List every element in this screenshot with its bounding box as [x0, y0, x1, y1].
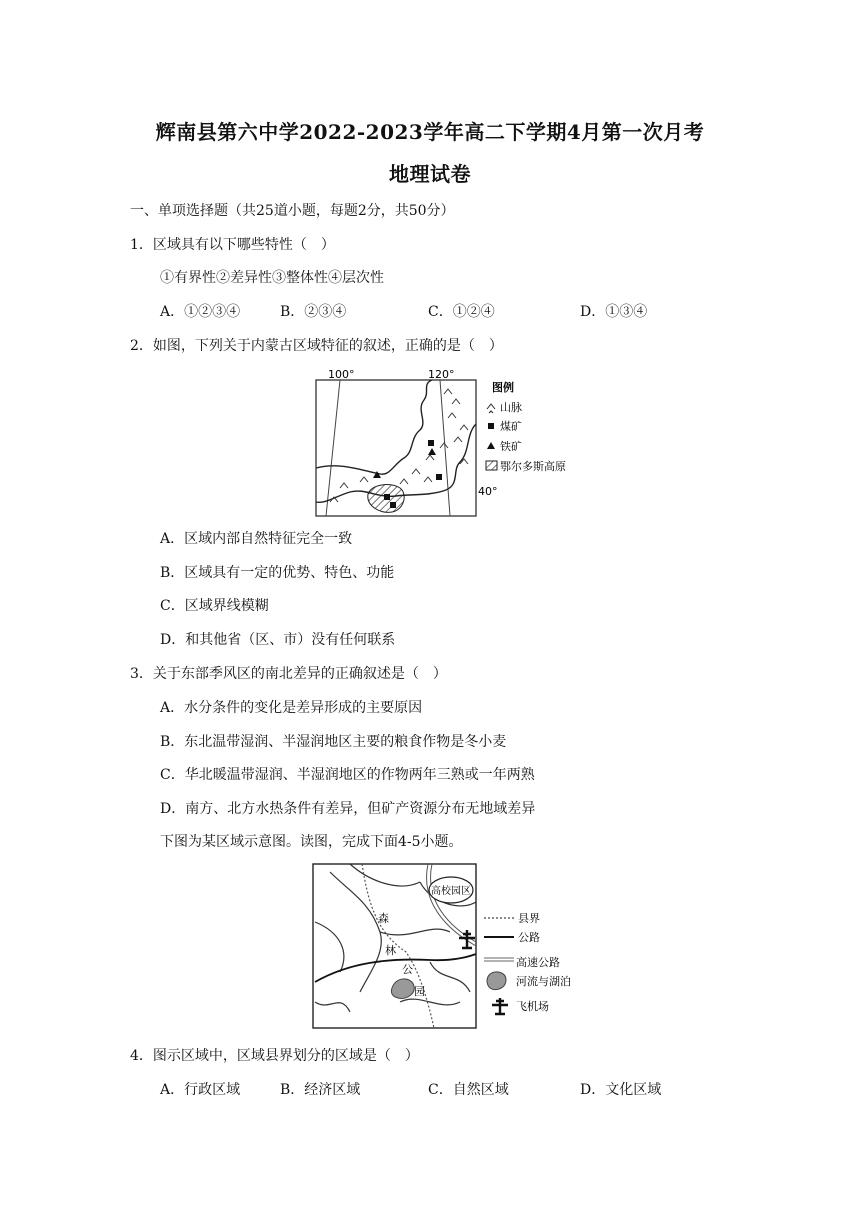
legend-iron: 铁矿 — [500, 440, 522, 453]
province-boundary — [316, 380, 476, 502]
iron-mine-marker — [428, 448, 436, 455]
q4-stem: 4．图示区域中，区域县界划分的区域是（ ） — [130, 1048, 419, 1064]
legend-water-icon — [487, 972, 506, 990]
legend-ordos: 鄂尔多斯高原 — [500, 460, 566, 473]
q3-option-a: A．水分条件的变化是差异形成的主要原因 — [160, 700, 423, 716]
q1-option-c: C．①②④ — [428, 304, 495, 320]
forest-park-char-2: 林 — [385, 944, 396, 957]
q2-option-b: B．区域具有一定的优势、特色、功能 — [160, 565, 395, 581]
q3-stem: 3．关于东部季风区的南北差异的正确叙述是（ ） — [130, 666, 447, 682]
q3-option-d: D．南方、北方水热条件有差异，但矿产资源分布无地域差异 — [160, 801, 536, 817]
coal-legend-icon — [488, 423, 494, 429]
q3-option-b: B．东北温带湿润、半湿润地区主要的粮食作物是冬小麦 — [160, 734, 507, 750]
coal-mine-marker — [436, 474, 442, 480]
q2-option-d: D．和其他省（区、市）没有任何联系 — [160, 632, 396, 648]
forest-park-char-4: 园 — [414, 985, 425, 998]
q4-option-b: B．经济区域 — [280, 1082, 361, 1098]
q1-option-b: B．②③④ — [280, 304, 347, 320]
legend-expressway: 高速公路 — [516, 956, 560, 969]
legend-road: 公路 — [518, 931, 540, 944]
forest-park-char-1: 森 — [378, 912, 389, 925]
exam-title-line2: 地理试卷 — [389, 162, 471, 186]
q4-option-c: C．自然区域 — [428, 1082, 509, 1098]
coal-mine-marker — [384, 494, 390, 500]
ordos-legend-icon — [486, 461, 497, 470]
q4-option-d: D．文化区域 — [580, 1082, 662, 1098]
county-boundary — [362, 864, 434, 1028]
legend-water: 河流与湖泊 — [516, 975, 571, 988]
exam-title-line1: 辉南县第六中学2022-2023学年高二下学期4月第一次月考 — [155, 120, 705, 144]
q1-stem: 1．区域具有以下哪些特性（ ） — [130, 237, 335, 253]
lake — [391, 979, 414, 998]
q1-items: ①有界性②差异性③整体性④层次性 — [160, 270, 384, 286]
q2-stem: 2．如图，下列关于内蒙古区域特征的叙述，正确的是（ ） — [130, 338, 503, 354]
mountain-legend-icon — [487, 404, 495, 413]
coal-mine-marker — [390, 502, 396, 508]
inner-mongolia-map — [300, 364, 600, 522]
iron-legend-icon — [487, 442, 495, 449]
legend-airport: 飞机场 — [516, 1000, 549, 1013]
legend-coal: 煤矿 — [500, 420, 522, 433]
forest-park-char-3: 公 — [402, 963, 413, 976]
legend-mountain: 山脉 — [500, 401, 522, 414]
q4-option-a: A．行政区域 — [160, 1082, 241, 1098]
lon-100-label: 100° — [328, 368, 355, 381]
legend-airport-icon — [492, 998, 508, 1014]
section-heading: 一、单项选择题（共25道小题，每题2分，共50分） — [130, 203, 455, 219]
lat-40-label: 40° — [478, 485, 498, 498]
intro-q4-5: 下图为某区域示意图。读图，完成下面4-5小题。 — [160, 834, 463, 850]
q1-option-d: D．①③④ — [580, 304, 648, 320]
lon-120-label: 120° — [428, 368, 455, 381]
legend-title: 图例 — [492, 381, 514, 394]
coal-mine-marker — [428, 440, 434, 446]
regional-map — [310, 862, 600, 1032]
legend-county: 县界 — [518, 912, 540, 925]
q3-option-c: C．华北暖温带湿润、半湿润地区的作物两年三熟或一年两熟 — [160, 767, 535, 783]
campus-label: 高校园区 — [431, 886, 471, 897]
q2-option-c: C．区域界线模糊 — [160, 598, 269, 614]
q2-option-a: A．区域内部自然特征完全一致 — [160, 531, 353, 547]
q1-option-a: A．①②③④ — [160, 304, 241, 320]
